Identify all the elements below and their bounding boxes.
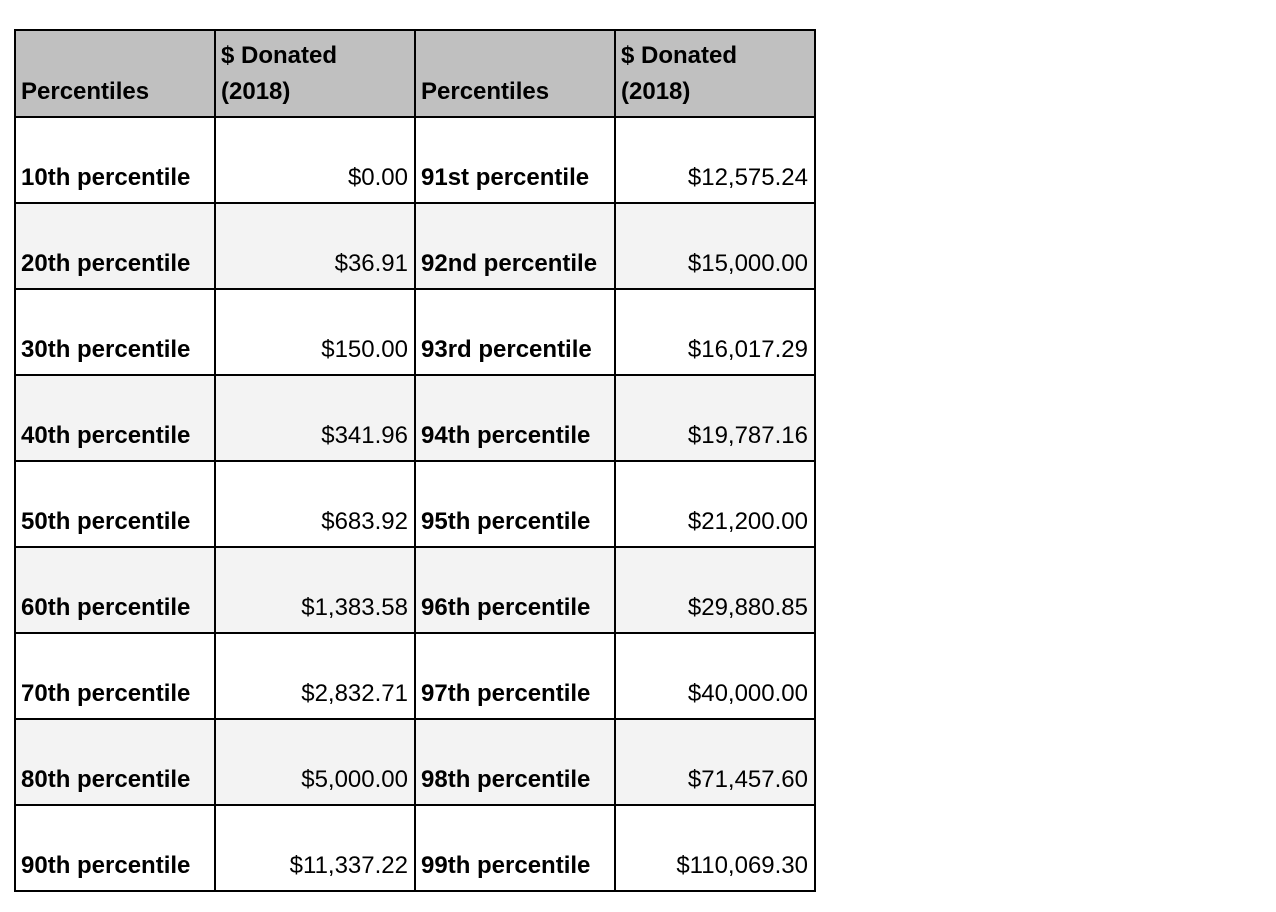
header-percentiles-left: Percentiles [15, 30, 215, 117]
percentile-label: 50th percentile [15, 461, 215, 547]
percentile-label: 70th percentile [15, 633, 215, 719]
donated-value: $5,000.00 [215, 719, 415, 805]
header-percentiles-right: Percentiles [415, 30, 615, 117]
donated-value: $150.00 [215, 289, 415, 375]
percentile-label: 97th percentile [415, 633, 615, 719]
table-row [15, 375, 815, 461]
donated-value: $1,383.58 [215, 547, 415, 633]
percentile-label: 94th percentile [415, 375, 615, 461]
donated-value: $110,069.30 [615, 805, 815, 891]
donated-value: $36.91 [215, 203, 415, 289]
table-row [15, 633, 815, 719]
header-donated-right: $ Donated (2018) [615, 30, 815, 117]
percentile-label: 93rd percentile [415, 289, 615, 375]
percentile-label: 91st percentile [415, 117, 615, 203]
percentile-label: 10th percentile [15, 117, 215, 203]
percentile-label: 96th percentile [415, 547, 615, 633]
percentile-label: 20th percentile [15, 203, 215, 289]
percentile-label: 80th percentile [15, 719, 215, 805]
percentile-label: 30th percentile [15, 289, 215, 375]
donated-value: $29,880.85 [615, 547, 815, 633]
donated-value: $11,337.22 [215, 805, 415, 891]
table-row [15, 203, 815, 289]
percentile-label: 40th percentile [15, 375, 215, 461]
donated-value: $19,787.16 [615, 375, 815, 461]
table-row [15, 805, 815, 891]
table-row [15, 547, 815, 633]
donated-value: $21,200.00 [615, 461, 815, 547]
percentile-label: 90th percentile [15, 805, 215, 891]
percentile-label: 60th percentile [15, 547, 215, 633]
donated-value: $341.96 [215, 375, 415, 461]
percentile-label: 99th percentile [415, 805, 615, 891]
table-row [15, 719, 815, 805]
donated-value: $12,575.24 [615, 117, 815, 203]
percentile-label: 98th percentile [415, 719, 615, 805]
donated-value: $40,000.00 [615, 633, 815, 719]
table-row [15, 289, 815, 375]
table-row [15, 461, 815, 547]
donated-value: $683.92 [215, 461, 415, 547]
donated-value: $2,832.71 [215, 633, 415, 719]
donated-value: $15,000.00 [615, 203, 815, 289]
table-row [15, 117, 815, 203]
percentile-label: 95th percentile [415, 461, 615, 547]
percentile-donation-table [14, 29, 816, 892]
header-row [15, 30, 815, 117]
header-donated-left: $ Donated (2018) [215, 30, 415, 117]
percentile-label: 92nd percentile [415, 203, 615, 289]
donated-value: $16,017.29 [615, 289, 815, 375]
donated-value: $71,457.60 [615, 719, 815, 805]
donated-value: $0.00 [215, 117, 415, 203]
